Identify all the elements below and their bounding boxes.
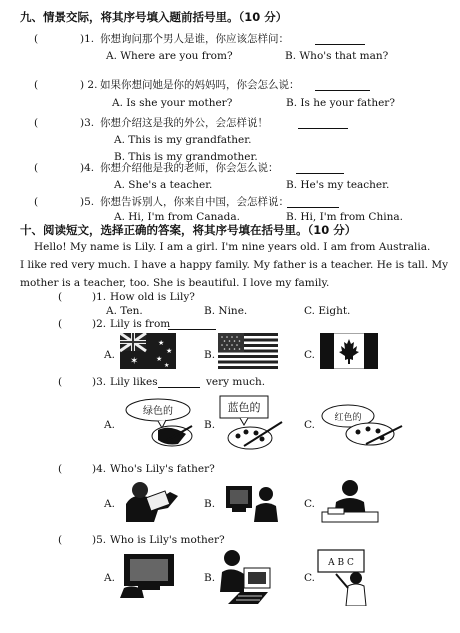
teacher-at-blackboard-icon[interactable] <box>316 548 380 606</box>
board-text: A B C <box>328 558 354 568</box>
answer-bracket[interactable]: ( <box>58 318 63 330</box>
question-number: )5. <box>80 196 95 208</box>
svg-text:★: ★ <box>164 362 170 369</box>
option-c: C. <box>304 498 315 510</box>
option-a: A. She's a teacher. <box>114 179 213 191</box>
answer-bracket[interactable]: ( <box>58 534 63 546</box>
option-a: A. This is my grandfather. <box>114 134 252 146</box>
option-a: A. <box>104 419 115 431</box>
option-b: B. Hi, I'm from China. <box>286 211 403 223</box>
question-number: ) 2. <box>80 79 98 91</box>
question-number: )4. <box>92 463 107 475</box>
option-b: B. <box>204 419 216 431</box>
option-c: C. <box>304 349 315 361</box>
bubble-blue-text: 蓝色的 <box>227 401 261 414</box>
question-text: Who is Lily's mother? <box>110 534 225 546</box>
question-number: )1. <box>92 291 107 303</box>
question-text: Who's Lily's father? <box>110 463 215 475</box>
passage-line-2: I like red very much. I have a happy family. My father is a teacher. He is tall. My <box>20 259 449 271</box>
svg-text:★: ★ <box>158 339 165 347</box>
question-number: )3. <box>80 117 95 129</box>
option-c: C. <box>304 572 315 584</box>
section9-title: 九、情景交际，将其序号填入题前括号里。（10 分） <box>20 10 288 24</box>
option-c: C. <box>304 419 315 431</box>
question-text: 你想询问那个男人是谁，你应该怎样问： <box>100 33 289 45</box>
option-a: A. <box>104 498 115 510</box>
option-c: C. Eight. <box>304 305 351 317</box>
passage-line-3: mother is a teacher, too. She is beautiful. I love my family. <box>20 277 330 289</box>
answer-blank[interactable] <box>158 378 200 388</box>
option-b: B. He's my teacher. <box>286 179 390 191</box>
question-text: 你想介绍他是我的老师，你会怎么说： <box>100 162 279 174</box>
question-text: 如果你想问她是你的妈妈吗，你会怎么说： <box>100 79 300 91</box>
question-number: )3. <box>92 376 107 388</box>
option-a: A. Hi, I'm from Canada. <box>114 211 240 223</box>
usa-flag-icon[interactable] <box>218 333 278 369</box>
answer-blank[interactable] <box>287 198 339 208</box>
question-text: Lily is from <box>110 318 171 330</box>
question-number: )2. <box>92 318 107 330</box>
option-b: B. This is my grandmother. <box>114 151 258 163</box>
man-reading-icon[interactable] <box>118 478 186 522</box>
section10-title: 十、阅读短文，选择正确的答案，将其序号填在括号里。（10 分） <box>20 223 357 237</box>
option-b: B. Who's that man? <box>285 50 389 62</box>
answer-bracket[interactable]: ( <box>58 463 63 475</box>
answer-blank[interactable] <box>168 320 216 330</box>
option-b: B. Nine. <box>204 305 248 317</box>
question-number: )1. <box>80 33 95 45</box>
answer-bracket[interactable]: ( <box>58 291 63 303</box>
option-a: A. Ten. <box>106 305 143 317</box>
palette-red-icon[interactable] <box>318 400 406 450</box>
bubble-red-text: 红色的 <box>334 413 362 423</box>
svg-text:★: ★ <box>156 355 163 363</box>
woman-at-computer-icon[interactable] <box>218 548 280 604</box>
canada-flag-icon[interactable] <box>320 333 378 369</box>
question-text-pre: Lily likes <box>110 376 158 388</box>
option-b: B. <box>204 498 216 510</box>
answer-blank[interactable] <box>315 81 370 91</box>
option-a: A. Is she your mother? <box>112 97 233 109</box>
svg-text:★: ★ <box>166 347 173 355</box>
question-text: 你想告诉别人，你来自中国，会怎样说： <box>100 196 289 208</box>
question-text-post: very much. <box>206 376 266 388</box>
option-b: B. <box>204 349 216 361</box>
answer-blank[interactable] <box>298 119 348 129</box>
answer-bracket[interactable]: ( <box>34 196 39 208</box>
palette-blue-icon[interactable] <box>216 392 292 452</box>
option-b: B. <box>204 572 216 584</box>
option-a: A. <box>104 349 115 361</box>
answer-bracket[interactable]: ( <box>58 376 63 388</box>
answer-bracket[interactable]: ( <box>34 79 39 91</box>
option-a: A. <box>104 572 115 584</box>
svg-text:✶: ✶ <box>130 356 139 367</box>
man-at-computer-icon[interactable] <box>218 480 282 522</box>
passage-line-1: Hello! My name is Lily. I am a girl. I'm nine years old. I am from Australia. <box>34 241 431 253</box>
answer-bracket[interactable]: ( <box>34 33 39 45</box>
woman-at-tv-icon[interactable] <box>118 552 184 598</box>
bubble-green-text: 绿色的 <box>143 406 173 417</box>
option-a: A. Where are you from? <box>106 50 233 62</box>
answer-blank[interactable] <box>296 164 344 174</box>
answer-bracket[interactable]: ( <box>34 117 39 129</box>
question-text: 你想介绍这是我的外公，会怎样说！ <box>100 117 268 129</box>
option-b: B. Is he your father? <box>286 97 395 109</box>
question-number: )4. <box>80 162 95 174</box>
man-at-desk-icon[interactable] <box>318 478 382 524</box>
answer-bracket[interactable]: ( <box>34 162 39 174</box>
palette-green-icon[interactable] <box>118 396 210 448</box>
answer-blank[interactable] <box>315 35 365 45</box>
question-number: )5. <box>92 534 107 546</box>
question-text: How old is Lily? <box>110 291 195 303</box>
australia-flag-icon[interactable] <box>120 333 176 369</box>
